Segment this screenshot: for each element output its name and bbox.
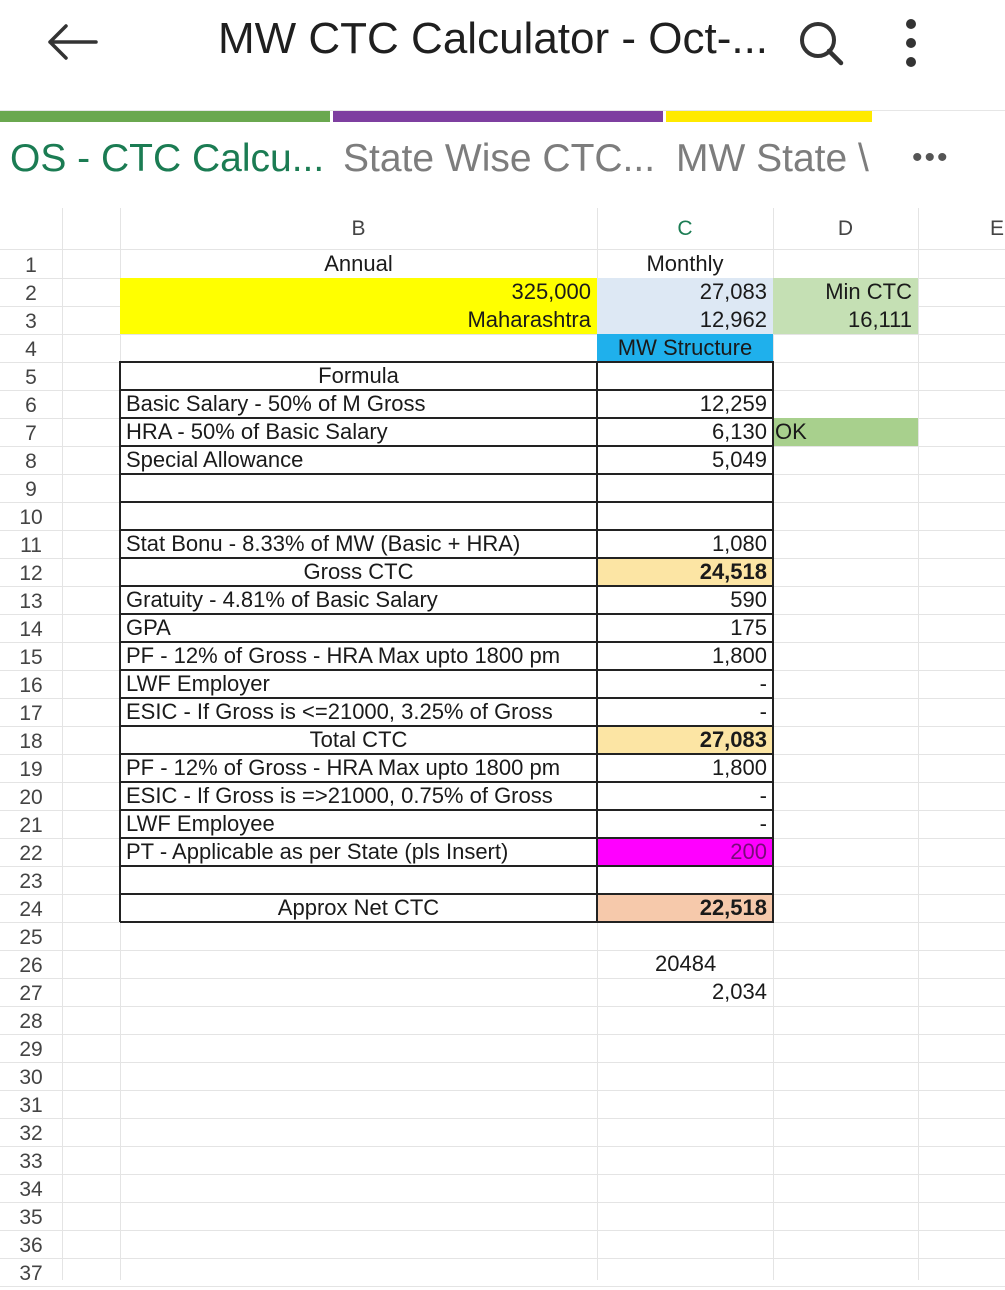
- ok-status-cell[interactable]: OK: [773, 418, 918, 446]
- tabs-more-icon[interactable]: •••: [912, 141, 950, 174]
- row-number[interactable]: 2: [25, 282, 37, 305]
- row-number[interactable]: 33: [19, 1150, 43, 1173]
- total-ctc-value[interactable]: 27,083: [597, 726, 773, 754]
- grid-line: [0, 1230, 1005, 1231]
- mw-structure-header[interactable]: MW Structure: [597, 334, 773, 362]
- row-number[interactable]: 35: [19, 1206, 43, 1229]
- table-border: [120, 837, 774, 839]
- pt-label[interactable]: PT - Applicable as per State (pls Insert): [126, 839, 509, 864]
- table-border: [119, 361, 121, 922]
- gross-ctc-value[interactable]: 24,518: [597, 558, 773, 586]
- grid-line: [0, 1174, 1005, 1175]
- hra-value[interactable]: 6,130: [711, 419, 767, 444]
- grid-line: [62, 208, 63, 1280]
- row-number[interactable]: 9: [25, 478, 37, 501]
- esic-employer-label[interactable]: ESIC - If Gross is <=21000, 3.25% of Gross: [126, 699, 553, 724]
- pf-employee-label[interactable]: PF - 12% of Gross - HRA Max upto 1800 pm: [126, 755, 561, 780]
- gratuity-label[interactable]: Gratuity - 4.81% of Basic Salary: [126, 587, 438, 612]
- row-number[interactable]: 13: [19, 590, 43, 613]
- grid-line: [0, 334, 1005, 335]
- esic-employer-value[interactable]: -: [759, 699, 767, 724]
- table-border: [120, 753, 774, 755]
- row-number[interactable]: 24: [19, 898, 43, 921]
- stat-bonus-label[interactable]: Stat Bonu - 8.33% of MW (Basic + HRA): [126, 531, 521, 556]
- row-number[interactable]: 15: [19, 646, 43, 669]
- state-input[interactable]: Maharashtra: [467, 307, 591, 332]
- column-header-e[interactable]: E: [990, 217, 1005, 240]
- table-border: [120, 809, 774, 811]
- row-number[interactable]: 27: [19, 982, 43, 1005]
- pt-value[interactable]: 200: [597, 838, 773, 866]
- table-border: [120, 669, 774, 671]
- table-border: [120, 725, 774, 727]
- row-number[interactable]: 37: [19, 1262, 43, 1285]
- document-title: MW CTC Calculator - Oct-...: [218, 14, 769, 63]
- tab-label: State Wise CTC...: [343, 137, 656, 180]
- grid-line: [0, 1034, 1005, 1035]
- table-border: [120, 921, 774, 923]
- row-number[interactable]: 20: [19, 786, 43, 809]
- monthly-label[interactable]: Monthly: [646, 251, 724, 276]
- row-number[interactable]: 6: [25, 394, 37, 417]
- table-border: [120, 445, 774, 447]
- table-border: [120, 389, 774, 391]
- basic-salary-value[interactable]: 12,259: [699, 391, 767, 416]
- grid-line: [918, 208, 919, 1280]
- row-number[interactable]: 8: [25, 450, 37, 473]
- basic-salary-label[interactable]: Basic Salary - 50% of M Gross: [126, 391, 426, 416]
- tab-label: MW State \: [676, 137, 869, 180]
- min-ctc-value[interactable]: 16,111: [847, 307, 912, 332]
- grid-line: [0, 978, 1005, 979]
- grid-line: [0, 1062, 1005, 1063]
- spreadsheet-grid[interactable]: [0, 208, 1005, 1285]
- esic-employee-label[interactable]: ESIC - If Gross is =>21000, 0.75% of Gross: [126, 783, 553, 808]
- row-number[interactable]: 29: [19, 1038, 43, 1061]
- min-ctc-label[interactable]: Min CTC: [825, 279, 912, 304]
- row-number[interactable]: 22: [19, 842, 43, 865]
- row-number[interactable]: 26: [19, 954, 43, 977]
- extra-value-1[interactable]: 20484: [655, 951, 717, 976]
- special-allowance-value[interactable]: 5,049: [711, 447, 767, 472]
- table-border: [596, 361, 598, 922]
- lwf-employer-value[interactable]: -: [759, 671, 767, 696]
- column-header-c[interactable]: C: [677, 217, 693, 240]
- search-icon[interactable]: [796, 18, 846, 68]
- row-number[interactable]: 4: [25, 338, 37, 361]
- row-number[interactable]: 32: [19, 1122, 43, 1145]
- table-border: [120, 893, 774, 895]
- table-border: [120, 697, 774, 699]
- gratuity-value[interactable]: 590: [730, 587, 767, 612]
- row-number[interactable]: 11: [20, 534, 42, 557]
- table-border: [120, 781, 774, 783]
- grid-line: [0, 1286, 1005, 1287]
- table-border: [120, 473, 774, 475]
- approx-net-ctc-label[interactable]: Approx Net CTC: [277, 895, 440, 920]
- extra-value-2[interactable]: 2,034: [711, 979, 767, 1004]
- grid-line: [0, 1258, 1005, 1259]
- pf-employer-label[interactable]: PF - 12% of Gross - HRA Max upto 1800 pm: [126, 643, 561, 668]
- row-number[interactable]: 16: [19, 674, 43, 697]
- tab-color-bar: [333, 111, 663, 122]
- column-header-d[interactable]: D: [837, 217, 854, 240]
- lwf-employee-label[interactable]: LWF Employee: [126, 811, 275, 836]
- stat-bonus-value[interactable]: 1,080: [711, 531, 767, 556]
- table-border: [120, 361, 774, 363]
- table-border: [120, 529, 774, 531]
- gpa-value[interactable]: 175: [730, 615, 767, 640]
- row-number[interactable]: 18: [19, 730, 43, 753]
- pf-employer-value[interactable]: 1,800: [711, 643, 767, 668]
- annual-ctc-input[interactable]: 325,000: [511, 279, 591, 304]
- mw-total-value[interactable]: 12,962: [699, 307, 767, 332]
- tab-mw-state[interactable]: [666, 111, 872, 209]
- row-number[interactable]: 17: [19, 702, 43, 725]
- grid-line: [0, 1202, 1005, 1203]
- row-number[interactable]: 7: [25, 422, 37, 445]
- grid-line: [0, 1118, 1005, 1119]
- table-border: [772, 361, 774, 922]
- row-number[interactable]: 10: [19, 506, 43, 529]
- lwf-employer-label[interactable]: LWF Employer: [126, 671, 270, 696]
- table-border: [120, 613, 774, 615]
- grid-line: [0, 1090, 1005, 1091]
- table-border: [120, 557, 774, 559]
- app-bar: [0, 0, 1005, 110]
- pf-employee-value[interactable]: 1,800: [711, 755, 767, 780]
- tab-label: OS - CTC Calcu...: [10, 137, 325, 180]
- row-number[interactable]: 25: [19, 926, 43, 949]
- row-number[interactable]: 1: [25, 254, 37, 277]
- row-number[interactable]: 19: [19, 758, 43, 781]
- total-ctc-label[interactable]: Total CTC: [309, 727, 408, 752]
- row-number[interactable]: 3: [25, 310, 37, 333]
- grid-line: [0, 950, 1005, 951]
- table-border: [120, 417, 774, 419]
- hra-label[interactable]: HRA - 50% of Basic Salary: [126, 419, 388, 444]
- row-number[interactable]: 30: [19, 1066, 43, 1089]
- monthly-ctc-value[interactable]: 27,083: [699, 279, 767, 304]
- row-number[interactable]: 12: [19, 562, 43, 585]
- row-number[interactable]: 36: [19, 1234, 43, 1257]
- column-header-b[interactable]: B: [351, 217, 366, 240]
- row-number[interactable]: 5: [25, 366, 37, 389]
- gross-ctc-label[interactable]: Gross CTC: [303, 559, 414, 584]
- gpa-label[interactable]: GPA: [126, 615, 171, 640]
- grid-line: [0, 1006, 1005, 1007]
- row-number[interactable]: 28: [19, 1010, 43, 1033]
- arrow-left-icon[interactable]: [46, 22, 100, 62]
- tab-color-bar: [666, 111, 872, 122]
- table-border: [120, 501, 774, 503]
- special-allowance-label[interactable]: Special Allowance: [126, 447, 304, 472]
- row-number[interactable]: 14: [19, 618, 43, 641]
- esic-employee-value[interactable]: -: [759, 783, 767, 808]
- table-border: [120, 865, 774, 867]
- approx-net-ctc-value[interactable]: 22,518: [597, 894, 773, 922]
- row-number[interactable]: 23: [19, 870, 43, 893]
- tab-color-bar: [0, 111, 330, 122]
- sheet-tabs: [0, 110, 1005, 209]
- tab-state-wise-ctc[interactable]: [333, 111, 663, 209]
- row-number[interactable]: 31: [19, 1094, 43, 1117]
- annual-label[interactable]: Annual: [324, 251, 393, 276]
- formula-header[interactable]: Formula: [318, 363, 399, 388]
- tab-os-ctc-calculator[interactable]: [0, 111, 330, 209]
- row-number[interactable]: 34: [19, 1178, 43, 1201]
- table-border: [120, 641, 774, 643]
- table-border: [120, 585, 774, 587]
- row-number[interactable]: 21: [19, 814, 43, 837]
- grid-line: [0, 1146, 1005, 1147]
- more-vertical-icon[interactable]: [896, 16, 926, 70]
- lwf-employee-value[interactable]: -: [759, 811, 767, 836]
